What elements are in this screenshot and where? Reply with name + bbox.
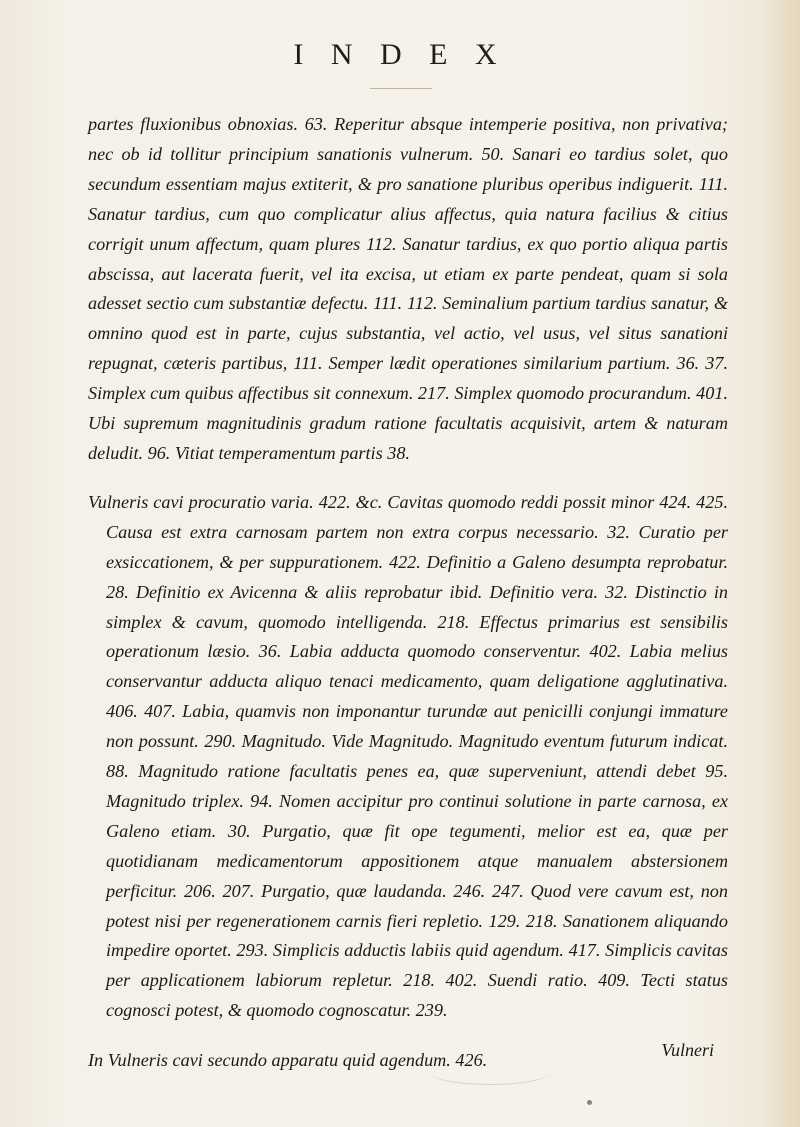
index-entry-in-vulneris-cavi: In Vulneris cavi secundo apparatu quid agendum. 426. bbox=[88, 1050, 488, 1071]
index-entry-vulneris-cavi: Vulneris cavi procuratio varia. 422. &c. Cavitas quomodo reddi possit minor 424. 425. Causa est extra carnosam partem non extra corpus necessario. 32. Curatio per exsiccationem, & per suppurationem. 422. Definitio a Galeno desumpta reprobatur. 28. Definitio ex Avicenna & aliis reprobatur ibid. Definitio vera. 32. Distinctio in simplex & cavum, quomodo intelligenda. 218. Effectus primarius est sensibilis operationum læsio. 36. Labia adducta quomodo conserventur. 402. Labia melius conservantur adducta aliquo tenaci medicamento, quam deligatione agglutinativa. 406. 407. Labia, quamvis non imponantur turundæ aut penicilli conjungi immature non possunt. 290. Magnitudo. Vide Magnitudo. Magnitudo eventum futurum indicat. 88. Magnitudo ratione facultatis penes ea, quæ superveniunt, attendi debet 95. Magnitudo triplex. 94. Nomen accipitur pro continui solutione in parte carnosa, ex Galeno etiam. 30. Purgatio, quæ fit ope tegumenti, melior est ea, quæ per quotidianam medicamentorum appositionem atque manualem abstersionem perficitur. 206. 207. Purgatio, quæ laudanda. 246. 247. Quod vere cavum est, non potest nisi per regenerationem carnis fieri repletio. 129. 218. Sanationem aliquando impedire oportet. 293. Simplicis adductis labiis quid agendum. 417. Simplicis cavitas per applicationem labiorum repletur. 218. 402. Suendi ratio. 409. Tecti status cognosci potest, & quomodo cognoscatur. 239. bbox=[88, 491, 728, 1021]
decorative-smudge bbox=[430, 1060, 550, 1085]
index-body bbox=[88, 110, 728, 1076]
page-edge-stain bbox=[760, 0, 800, 1127]
header-rule bbox=[370, 88, 432, 89]
ink-dot bbox=[587, 1100, 592, 1105]
index-paragraph-continued: partes fluxionibus obnoxias. 63. Reperitur absque intemperie positiva, non privativa; nec ob id tollitur principium sanationis vulnerum. 50. Sanari eo tardius solet, quo secundum essentiam majus extiterit, & pro sanatione pluribus operibus indiguerit. 111. Sanatur tardius, cum quo complicatur alius affectus, quia natura facilius & citius corrigit unum affectum, quam plures 112. Sanatur tardius, ex quo portio aliqua partis abscissa, aut lacerata fuerit, vel ita excisa, ut etiam ex parte pendeat, quam si sola adesset sectio cum substantiæ defectu. 111. 112. Seminalium partium tardius sanatur, & omnino quod est in parte, cujus substantia, vel actio, vel usus, vel situs sanationi repugnat, cæteris partibus, 111. Semper lædit operationes similarium partium. 36. 37. Simplex cum quibus affectibus sit connexum. 217. Simplex quomodo procurandum. 401. Ubi supremum magnitudinis gradum ratione facultatis acquisivit, artem & naturam deludit. 96. Vitiat temperamentum partis 38. bbox=[88, 114, 728, 463]
page-header: I N D E X bbox=[293, 38, 507, 71]
catchword: Vulneri bbox=[661, 1040, 714, 1060]
